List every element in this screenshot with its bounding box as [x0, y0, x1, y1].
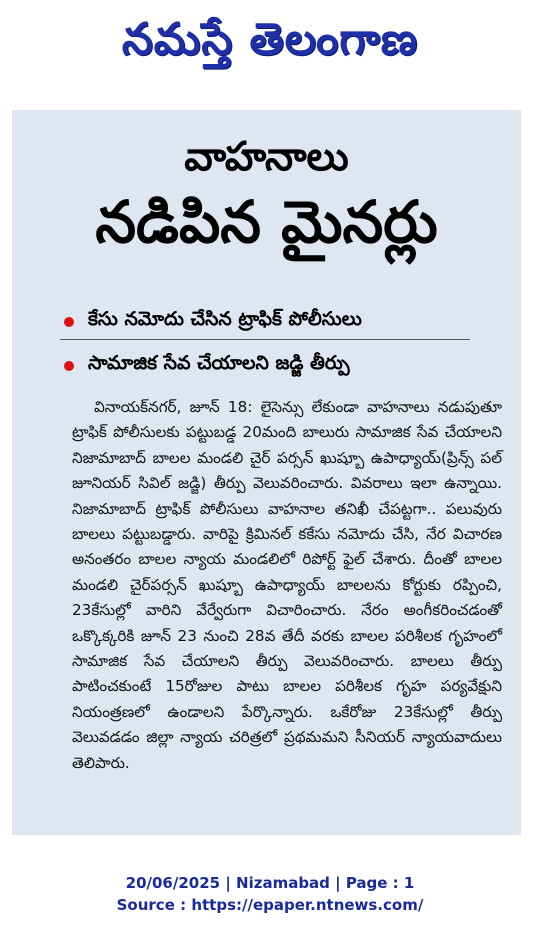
bullet-dot-icon [64, 361, 74, 371]
subhead-text-1: కేసు నమోదు చేసిన ట్రాఫిక్ పోలీసులు [88, 308, 362, 330]
bullet-dot-icon [64, 317, 74, 327]
subhead-divider [60, 339, 470, 340]
subhead-bullet-1 [64, 308, 484, 335]
article-body: వినాయక్‌నగర్, జూన్ 18: లైసెన్సు లేకుండా వాహనాలు నడుపుతూ ట్రాఫిక్ పోలీసులకు పట్టుబడ్డ 20మంది బాలురు సామాజిక సేవ చేయాలని నిజామాబాద్ బాలల మండలి చైర్ పర్సన్ ఖుష్బూ ఉపాధ్యాయ్(ప్రిన్స్ పల్ జూనియర్ సివిల్ జడ్జి) తీర్పు వెలువరించారు. వివరాలు ఇలా ఉన్నాయి. నిజామాబాద్ ట్రాఫిక్ పోలీసులు వాహనాల తనిఖీ చేపట్టగా.. పలువురు బాలలు పట్టుబడ్డారు. వారిపై క్రిమినల్ కకేసు నమోదు చేసి, నేర విచారణ అనంతరం బాలల న్యాయ మండలిలో రిపోర్ట్ ఫైల్ చేశారు. దీంతో బాలల మండలి చైర్‌పర్సన్ ఖుష్బూ ఉపాధ్యాయ్ బాలలను కోర్టుకు రప్పించి, 23కేసుల్లో వారిని వేర్వేరుగా విచారించారు. నేరం అంగీకరించడంతో ఒక్కొక్కరికి జూన్ 23 నుంచి 28వ తేదీ వరకు బాలల పరిశీలక గృహంలో సామాజిక సేవ చేయాలని తీర్పు వెలువరించారు. బాలలు తీర్పు పాటించకుంటే 15రోజుల పాటు బాలల పరిశీలక గృహ పర్యవేక్షుని నియంత్రణలో ఉండాలని పేర్కొన్నారు. ఒకేరోజు 23కేసుల్లో తీర్పు వెలువడడం జిల్లా న్యాయ చరిత్రలో ప్రథమమని సీనియర్ న్యాయవాదులు తెలిపారు. [72, 398, 502, 772]
source-link[interactable]: Source : https://epaper.ntnews.com/ [116, 896, 424, 914]
subhead-text-2: సామాజిక సేవ చేయాలని జడ్జి తీర్పు [88, 352, 350, 374]
edition-info: 20/06/2025 | Nizamabad | Page : 1 [125, 874, 415, 892]
headline-line-1: వాహనాలు [184, 134, 349, 180]
newspaper-logo: నమస్తే తెలంగాణ [121, 14, 419, 65]
headline-line-2: నడిపిన మైనర్లు [95, 188, 438, 256]
article-clipping [12, 110, 521, 835]
masthead [0, 0, 540, 90]
subhead-bullet-2 [64, 352, 484, 379]
